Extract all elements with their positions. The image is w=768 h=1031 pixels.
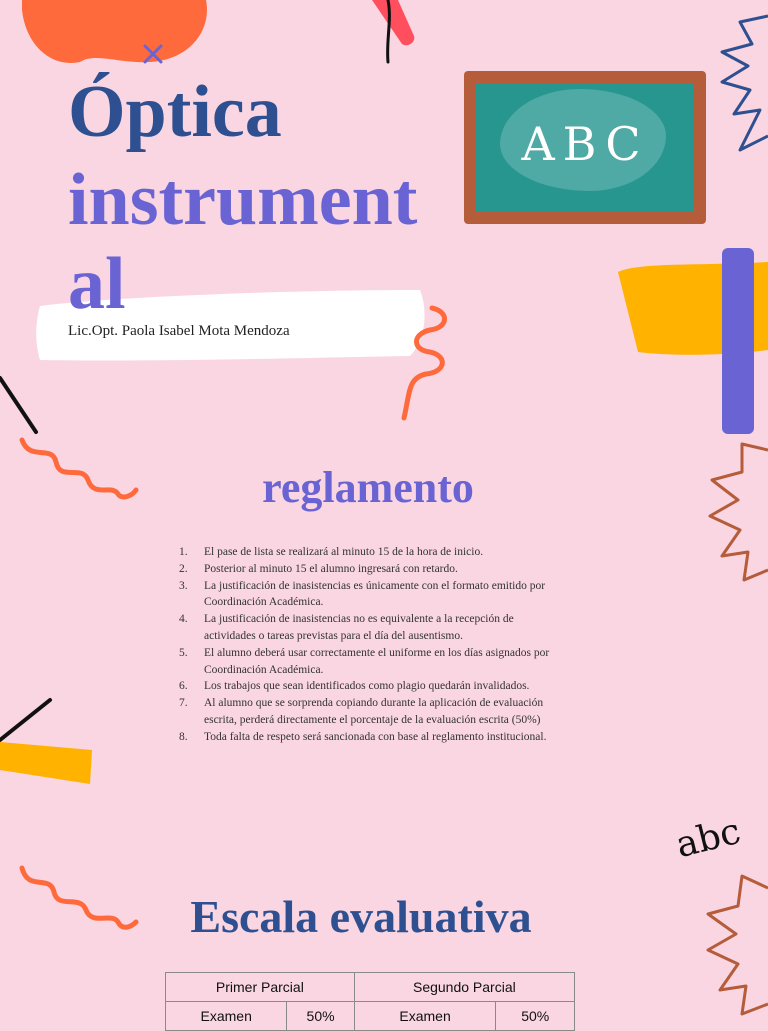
zigzag-star-blue (722, 16, 768, 150)
yellow-bar (0, 742, 92, 784)
rule-number: 4. (179, 613, 188, 626)
rule-number: 5. (179, 646, 188, 659)
purple-pole (722, 248, 754, 434)
black-stick-left (0, 378, 36, 432)
rule-number: 2. (179, 562, 188, 575)
rule-text: El pase de lista se realizará al minuto 15 de la hora de inicio. (204, 546, 484, 558)
table-cell: Examen (354, 1002, 496, 1031)
table-header-second-partial: Segundo Parcial (354, 973, 574, 1002)
rule-text: Al alumno que se sorprenda copiando durante la aplicación de evaluación escrita, perderá directamente el porcentaje de la evaluación escrita (50%) (204, 697, 544, 726)
rule-item (176, 544, 554, 561)
table-cell: 50% (287, 1002, 354, 1031)
rule-item (176, 561, 554, 578)
table-cell: Examen (166, 1002, 287, 1031)
grading-table (165, 972, 575, 1031)
chalkboard-text: ABC (521, 117, 649, 171)
rule-text: El alumno deberá usar correctamente el uniforme en los días asignados por Coordinación Académica. (204, 646, 550, 676)
rules-heading: reglamento (262, 463, 474, 512)
black-stick-lower (0, 700, 50, 740)
chalkboard-illustration (464, 71, 706, 224)
rule-text: Los trabajos que sean identificados como plagio quedarán invalidados. (204, 680, 530, 693)
rules-list (176, 544, 554, 746)
rule-item (176, 729, 554, 746)
scale-heading: Escala evaluativa (190, 891, 532, 942)
rule-text: La justificación de inasistencias es únicamente con el formato emitido por Coordinación Académica. (204, 579, 546, 609)
page-title-line-1: Óptica (68, 71, 282, 153)
rule-item (176, 695, 554, 729)
rule-text: La justificación de inasistencias no es equivalente a la recepción de actividades o tareas previstas para el día del ausentismo. (204, 613, 514, 642)
table-header-row (166, 973, 575, 1002)
stick-line (388, 0, 390, 62)
rule-number: 7. (179, 697, 188, 710)
chalkboard-surface (476, 83, 694, 212)
rule-number: 8. (179, 730, 188, 743)
abc-decor-text: abc (672, 810, 745, 867)
rule-text: Posterior al minuto 15 el alumno ingresará con retardo. (204, 562, 458, 575)
apple-shape (22, 0, 207, 63)
rule-text: Toda falta de respeto será sancionada con base al reglamento institucional. (204, 730, 547, 743)
rule-item (176, 611, 554, 645)
table-row (166, 1002, 575, 1031)
author-name: Lic.Opt. Paola Isabel Mota Mendoza (68, 323, 290, 339)
pencil-shape (372, 0, 414, 45)
rule-number: 3. (179, 579, 188, 592)
rule-item (176, 678, 554, 695)
rule-item (176, 645, 554, 679)
table-cell: 50% (496, 1002, 575, 1031)
page-title-line-2: instrumental (68, 159, 418, 325)
rule-item (176, 578, 554, 612)
rule-number: 1. (179, 546, 188, 558)
table-header-first-partial: Primer Parcial (166, 973, 355, 1002)
rule-number: 6. (179, 680, 188, 693)
